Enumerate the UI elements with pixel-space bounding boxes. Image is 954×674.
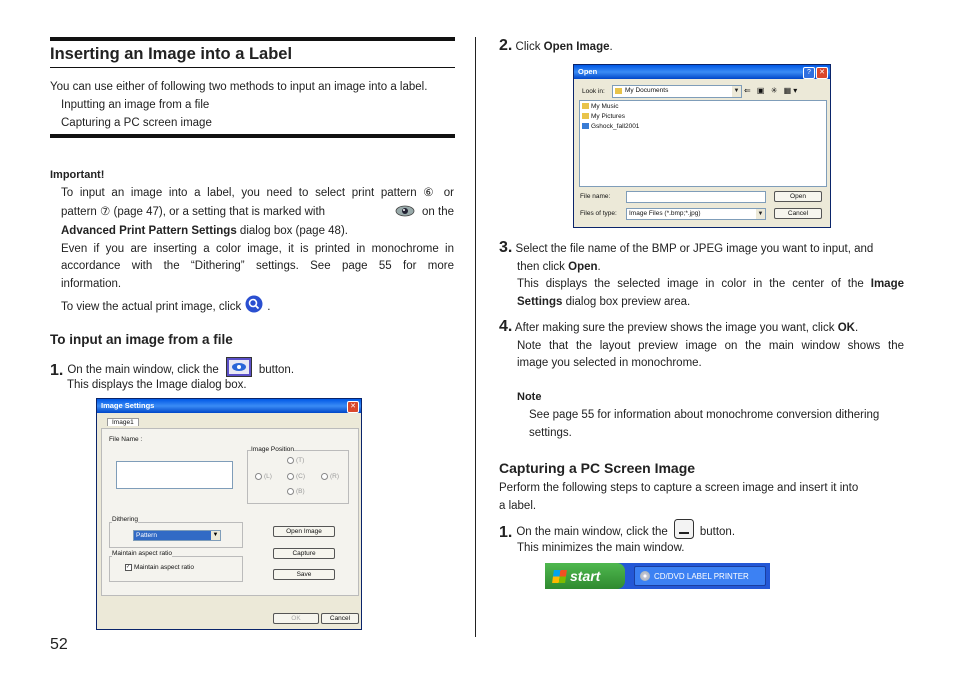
capture-section-title: Capturing a PC Screen Image — [499, 460, 696, 476]
method-1: Inputting an image from a file — [61, 99, 210, 111]
aspect-checkbox[interactable]: ✓ Maintain aspect ratio — [126, 564, 194, 572]
important-line-1: To input an image into a label, you need to select print pattern ⑥ or — [61, 187, 454, 199]
step-1-text-a: On the main window, click the — [67, 363, 219, 376]
step-2-open-image: Open Image — [543, 41, 610, 53]
image-preview-box — [116, 461, 233, 489]
capture-button[interactable]: Capture — [273, 548, 335, 559]
close-icon[interactable]: ✕ — [816, 67, 828, 79]
position-top-radio[interactable]: (T) — [287, 457, 304, 464]
open-image-button[interactable]: Open Image — [273, 526, 335, 537]
start-button[interactable]: start — [545, 563, 625, 589]
ok-button[interactable]: OK — [273, 613, 319, 624]
file-name-label: File Name : — [109, 436, 143, 443]
important-line-3c: dialog box (page 48). — [236, 225, 348, 238]
list-item[interactable]: My Pictures — [582, 113, 625, 120]
important-p2-line-3: information. — [61, 277, 122, 290]
position-bottom-radio[interactable]: (B) — [287, 488, 305, 495]
advanced-settings-name: Advanced Print Pattern Settings — [61, 225, 237, 238]
file-type-select[interactable]: Image Files (*.bmp;*.jpg) ▼ — [626, 208, 766, 220]
important-p2-line-1: Even if you are inserting a color image, it is printed in monochrome in — [61, 242, 454, 255]
folder-icon — [582, 113, 589, 119]
step-4-line-2: Note that the layout preview image on the main window shows the — [517, 339, 904, 352]
taskbar — [545, 563, 770, 589]
view-print-text: To view the actual print image, click — [61, 300, 242, 313]
capture-step-1-description: This minimizes the main window. — [517, 542, 685, 554]
cancel-button[interactable]: Cancel — [321, 613, 359, 624]
step-4-line-3: image you selected in monochrome. — [517, 357, 702, 370]
save-button[interactable]: Save — [273, 569, 335, 580]
file-list — [579, 100, 827, 187]
close-icon[interactable]: ✕ — [347, 401, 359, 413]
step-3-number: 3. — [499, 239, 513, 256]
open-dialog — [573, 64, 831, 228]
open-dialog-titlebar: Open — [574, 65, 830, 79]
capture-intro — [499, 480, 858, 515]
list-item[interactable]: My Music — [582, 103, 618, 110]
eye-icon — [394, 203, 416, 224]
step-2-text-a: Click — [515, 41, 544, 53]
step-2-end: . — [609, 41, 613, 53]
image-position-label: Image Position — [251, 446, 294, 453]
step-3-line-3: This displays the selected image in color in the center of the Image — [517, 278, 904, 291]
note-text — [529, 407, 879, 442]
view-print-end: . — [267, 300, 271, 313]
important-block — [61, 185, 454, 294]
top-rule — [50, 37, 455, 41]
important-p2-line-2: accordance with the “Dithering” settings. See page 55 for more — [61, 260, 454, 273]
aspect-label: Maintain aspect ratio — [112, 550, 172, 557]
position-left-radio[interactable]: (L) — [255, 473, 272, 480]
dithering-select[interactable]: Pattern ▼ — [133, 530, 221, 541]
important-line-2a: pattern ⑦ (page 47), or a setting that is marked with — [61, 206, 326, 219]
file-type-label: Files of type: — [580, 210, 617, 217]
chevron-down-icon: ▼ — [732, 86, 741, 97]
list-item[interactable]: Gshock_fall2001 — [582, 123, 639, 130]
step-4-number: 4. — [499, 318, 513, 335]
important-label: Important! — [50, 169, 105, 181]
file-name-label: File name: — [580, 193, 611, 200]
magnifier-icon — [245, 295, 263, 320]
image-tab[interactable]: Image1 — [107, 418, 139, 426]
step-4-line-1: 4. After making sure the preview shows the image you want, click OK. — [499, 318, 859, 335]
page-title: Inserting an Image into a Label — [50, 45, 293, 63]
title-underline — [50, 67, 455, 68]
step-3-line-1 — [499, 239, 904, 259]
important-line-2b: on the — [422, 206, 454, 219]
step-1-description: This displays the Image dialog box. — [67, 379, 247, 391]
look-in-label: Look in: — [582, 88, 605, 95]
subsection-title: To input an image from a file — [50, 332, 233, 347]
file-name-input[interactable] — [626, 191, 766, 203]
position-right-radio[interactable]: (R) — [321, 473, 339, 480]
windows-logo-icon — [552, 570, 567, 583]
important-line-3 — [61, 223, 454, 241]
page-number: 52 — [50, 636, 68, 653]
step-3-line-2: then click Open. — [517, 260, 601, 273]
column-divider — [475, 37, 476, 637]
step-1-text-b: button. — [258, 363, 295, 376]
method-2: Capturing a PC screen image — [61, 117, 212, 129]
open-button[interactable]: Open — [774, 191, 822, 202]
step-4 — [499, 318, 904, 373]
view-print-line — [61, 295, 270, 320]
note-line-2: settings. — [529, 426, 572, 439]
capture-step-1-text-a: On the main window, click the — [516, 525, 668, 538]
position-center-radio[interactable]: (C) — [287, 473, 305, 480]
step-3-line-4: Settings dialog box preview area. — [517, 295, 691, 308]
step-3-text: Select the file name of the BMP or JPEG image you want to input, and — [515, 243, 874, 255]
folder-icon — [582, 103, 589, 109]
image-settings-titlebar: Image Settings — [97, 399, 361, 413]
note-label: Note — [517, 391, 542, 403]
step-2 — [499, 37, 613, 57]
disc-icon — [640, 571, 650, 581]
folder-icon — [615, 88, 622, 94]
capture-intro-line-1: Perform the following steps to capture a screen image and insert it into — [499, 482, 859, 494]
dithering-label: Dithering — [112, 516, 139, 523]
toolbar-icons[interactable]: ⇐ ▣ ✳ ▦▾ — [744, 86, 800, 95]
look-in-select[interactable]: My Documents ▼ — [612, 85, 742, 98]
important-line-2 — [61, 203, 454, 224]
section-rule — [50, 134, 455, 138]
capture-step-1-number: 1. — [499, 523, 513, 541]
chevron-down-icon: ▼ — [757, 211, 764, 217]
cancel-button[interactable]: Cancel — [774, 208, 822, 219]
capture-intro-line-2: a label. — [499, 499, 537, 512]
help-icon[interactable]: ? — [803, 67, 815, 79]
step-2-number: 2. — [499, 37, 513, 54]
chevron-down-icon: ▼ — [212, 532, 219, 538]
intro-text: You can use either of following two methods to input an image into a label. — [50, 81, 428, 93]
step-1-number: 1. — [50, 361, 64, 379]
step-3 — [499, 239, 904, 311]
capture-step-1-text-b: button. — [699, 525, 736, 538]
image-settings-dialog — [96, 398, 362, 630]
note-line-1: See page 55 for information about monochrome conversion dithering — [529, 409, 880, 421]
task-button[interactable]: CD/DVD LABEL PRINTER — [634, 566, 766, 586]
image-file-icon — [582, 123, 589, 129]
